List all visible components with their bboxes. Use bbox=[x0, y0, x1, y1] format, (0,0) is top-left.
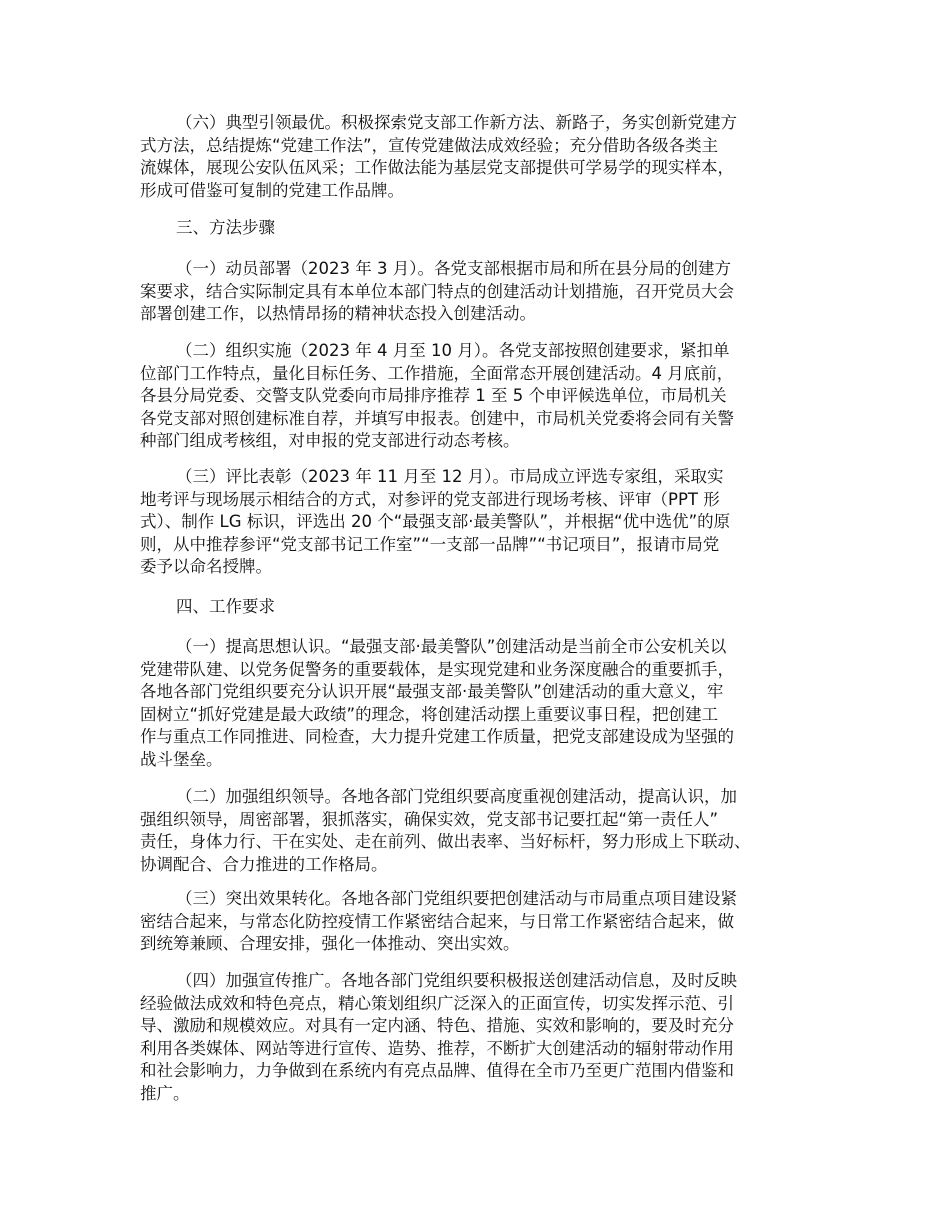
text-line: （四）加强宣传推广。各地各部门党组织要积极报送创建活动信息，及时反映 bbox=[176, 971, 737, 990]
paragraph-awareness bbox=[140, 636, 820, 772]
text-line: 到统筹兼顾、合理安排，强化一体推动、突出实效。 bbox=[140, 934, 520, 954]
text-line: 位部门工作特点，量化目标任务、工作措施，全面常态开展创建活动。4 月底前， bbox=[140, 363, 734, 383]
text-line: 部署创建工作，以热情昂扬的精神状态投入创建活动。 bbox=[140, 304, 536, 324]
text-line: 各党支部对照创建标准自荐，并填写申报表。创建中，市局机关党委将会同有关警 bbox=[140, 408, 734, 428]
text-line: （二）加强组织领导。各地各部门党组织要高度重视创建活动，提高认识，加 bbox=[176, 787, 737, 806]
text-line: 委予以命名授牌。 bbox=[140, 557, 272, 577]
paragraph-leadership bbox=[140, 786, 820, 876]
text-line: （一）提高思想认识。“最强支部·最美警队”创建活动是当前全市公安机关以 bbox=[176, 637, 727, 656]
text-line: 固树立“抓好党建是最大政绩”的理念，将创建活动摆上重要议事日程，把创建工 bbox=[140, 704, 719, 724]
text-line: 流媒体，展现公安队伍风采；工作做法能为基层党支部提供可学易学的现实样本， bbox=[140, 158, 734, 178]
text-line: （二）组织实施（2023 年 4 月至 10 月）。各党支部按照创建要求，紧扣单 bbox=[176, 341, 730, 360]
paragraph-six-typical-lead bbox=[140, 112, 820, 202]
text-line: 则，从中推荐参评“党支部书记工作室”“一支部一品牌”“书记项目”，报请市局党 bbox=[140, 534, 720, 554]
text-line: 责任，身体力行、干在实处、走在前列、做出表率、当好标杆，努力形成上下联动、 bbox=[140, 832, 751, 852]
text-line: 党建带队建、以党务促警务的重要载体，是实现党建和业务深度融合的重要抓手， bbox=[140, 659, 734, 679]
text-line: 和社会影响力，力争做到在系统内有亮点品牌、值得在全市乃至更广范围内借鉴和 bbox=[140, 1061, 734, 1081]
text-line: 导、激励和规模效应。对具有一定内涵、特色、措施、实效和影响的，要及时充分 bbox=[140, 1016, 734, 1036]
text-line: 利用各类媒体、网站等进行宣传、造势、推荐，不断扩大创建活动的辐射带动作用 bbox=[140, 1038, 734, 1058]
text-line: 形成可借鉴可复制的党建工作品牌。 bbox=[140, 180, 404, 200]
section-heading-requirements: 四、工作要求 bbox=[176, 597, 275, 616]
text-line: 密结合起来，与常态化防控疫情工作紧密结合起来，与日常工作紧密结合起来，做 bbox=[140, 911, 734, 931]
text-line: 各地各部门党组织要充分认识开展“最强支部·最美警队”创建活动的重大意义，牢 bbox=[140, 682, 724, 702]
text-line: 推广。 bbox=[140, 1083, 190, 1103]
text-line: （三）评比表彰（2023 年 11 月至 12 月）。市局成立评选专家组，采取实 bbox=[176, 467, 724, 486]
text-line: （六）典型引领最优。积极探索党支部工作新方法、新路子，务实创新党建方 bbox=[176, 113, 737, 132]
text-line: 地考评与现场展示相结合的方式，对参评的党支部进行现场考核、评审（PPT 形 bbox=[140, 489, 720, 509]
text-line: 强组织领导，周密部署，狠抓落实，确保实效，党支部书记要扛起“第一责任人” bbox=[140, 809, 719, 829]
text-line: 作与重点工作同推进、同检查，大力提升党建工作质量，把党支部建设成为坚强的 bbox=[140, 727, 734, 747]
text-line: 战斗堡垒。 bbox=[140, 749, 223, 769]
paragraph-publicity bbox=[140, 970, 820, 1106]
paragraph-implementation bbox=[140, 340, 820, 453]
text-line: 种部门组成考核组，对申报的党支部进行动态考核。 bbox=[140, 431, 520, 451]
text-line: 式）、制作 LG 标识，评选出 20 个“最强支部·最美警队”，并根据“优中选优”的原 bbox=[140, 512, 731, 532]
text-line: 各县分局党委、交警支队党委向市局排序推荐 1 至 5 个申评候选单位，市局机关 bbox=[140, 386, 727, 406]
text-line: （一）动员部署（2023 年 3 月）。各党支部根据市局和所在县分局的创建方 bbox=[176, 259, 731, 278]
paragraph-effect-conversion bbox=[140, 888, 820, 956]
text-line: 案要求，结合实际制定具有本单位本部门特点的创建活动计划措施，召开党员大会 bbox=[140, 281, 734, 301]
text-line: 经验做法成效和特色亮点，精心策划组织广泛深入的正面宣传，切实发挥示范、引 bbox=[140, 993, 734, 1013]
text-line: 式方法，总结提炼“党建工作法”，宣传党建做法成效经验；充分借助各级各类主 bbox=[140, 135, 719, 155]
section-heading-methods: 三、方法步骤 bbox=[176, 218, 275, 237]
text-line: （三）突出效果转化。各地各部门党组织要把创建活动与市局重点项目建设紧 bbox=[176, 889, 737, 908]
paragraph-mobilization bbox=[140, 258, 820, 326]
text-line: 协调配合、合力推进的工作格局。 bbox=[140, 854, 388, 874]
paragraph-evaluation bbox=[140, 466, 820, 579]
